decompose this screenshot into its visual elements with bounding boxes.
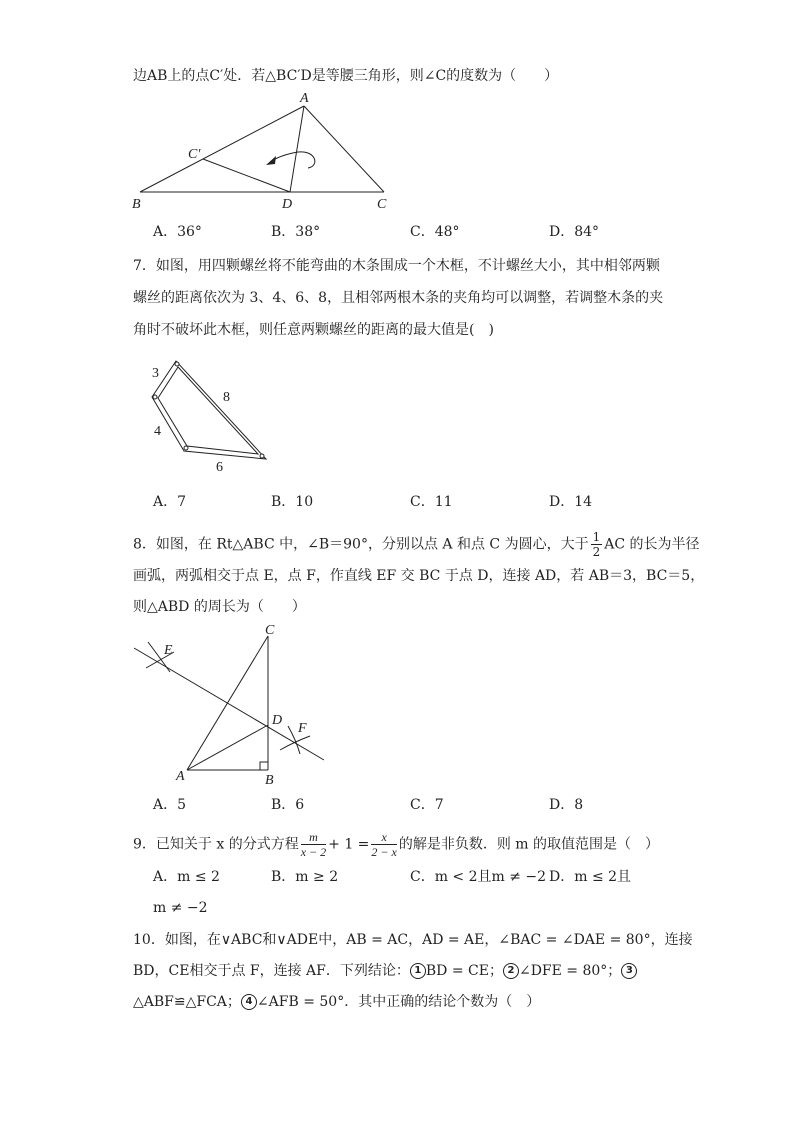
conclusion-1: BD = CE； [425, 963, 503, 979]
circled-number-2: 2 [503, 963, 519, 979]
q7-line-2: 螺丝的距离依次为 3、4、6、8，且相邻两根木条的夹角均可以调整，若调整木条的夹 [133, 290, 664, 306]
q9-option-a: A．m ≤ 2 [153, 869, 220, 885]
circled-number-3: 3 [621, 963, 637, 979]
label-A: A [176, 769, 185, 784]
screw-4 [260, 454, 264, 458]
segment-AB [140, 106, 304, 192]
label-B: B [132, 197, 141, 212]
q8-option-a: A．5 [153, 797, 187, 813]
q7-line-3: 角时不破坏此木框，则任意两颗螺丝的距离的最大值是( ) [133, 322, 494, 338]
fraction-2-numerator: x [371, 830, 396, 845]
q7-line-1: 7．如图，用四颗螺丝将不能弯曲的木条围成一个木框，不计螺丝大小，其中相邻两颗 [133, 258, 660, 274]
q10-line-2-a: BD，CE相交于点 F，连接 AF．下列结论： [133, 963, 410, 979]
q6-option-b: B．38° [271, 224, 321, 240]
q9-option-b: B．m ≥ 2 [271, 869, 339, 885]
q6-stem: 边AB上的点C′处．若△BC′D是等腰三角形，则∠C的度数为（ ） [133, 68, 559, 84]
frame-inner [158, 367, 258, 454]
q8-line-1 [133, 530, 700, 559]
right-angle-mark [260, 762, 268, 770]
fraction-denominator: 2 [592, 545, 601, 559]
fraction-2-denominator: 2 − x [371, 845, 397, 859]
side-label-3: 3 [152, 366, 159, 381]
rotation-arrow-icon [270, 152, 315, 168]
label-Cp: C′ [188, 147, 201, 162]
label-C: C [265, 623, 275, 638]
circled-number-1: 1 [410, 963, 426, 979]
q6-option-c: C．48° [410, 224, 460, 240]
side-label-6: 6 [216, 460, 223, 475]
q8-line-3: 则△ABD 的周长为（ ） [133, 599, 306, 615]
q10-line-3 [133, 992, 540, 1012]
fraction-numerator: 1 [592, 530, 601, 544]
conclusion-2: ∠DFE = 80°； [518, 963, 622, 979]
q10-line-1: 10．如图，在∨ABC和∨ADE中，AB = AC，AD = AE，∠BAC = ∠DAE = 80°，连接 [133, 932, 693, 948]
label-E: E [164, 643, 173, 658]
fraction-x-over-2-minus-x [371, 830, 396, 859]
q9-option-d-continued: m ≠ −2 [153, 900, 208, 916]
screw-1 [175, 362, 179, 366]
q7-option-a: A．7 [153, 494, 187, 510]
fraction-1-numerator: m [301, 830, 326, 845]
side-label-4: 4 [154, 424, 161, 439]
segment-AC [304, 106, 384, 192]
q9-option-d: D．m ≤ 2且 [549, 869, 632, 885]
fraction-m-over-x-minus-2 [301, 830, 326, 859]
half-fraction [591, 530, 603, 559]
label-A: A [300, 91, 309, 106]
q8-figure [130, 622, 330, 787]
q9-line-1-a: 9．已知关于 x 的分式方程 [133, 836, 299, 853]
q7-frame-figure [140, 355, 280, 475]
q8-line-2: 画弧，两弧相交于点 E，点 F，作直线 EF 交 BC 于点 D，连接 AD，若 AB＝3，BC＝5， [133, 568, 705, 584]
line-EF [134, 648, 324, 760]
q8-option-c: C．7 [410, 797, 444, 813]
plus-one-equals: + 1 = [328, 836, 370, 853]
conclusion-3: △ABF≌△FCA； [133, 994, 241, 1010]
side-label-8: 8 [223, 390, 230, 405]
label-F: F [298, 721, 307, 736]
q8-option-b: B．6 [271, 797, 305, 813]
label-D: D [272, 713, 283, 728]
q8-line-1-a: 8．如图，在 Rt△ABC 中，∠B＝90°，分别以点 A 和点 C 为圆心，大于 [133, 536, 589, 553]
q7-option-c: C．11 [410, 494, 453, 510]
q9-line-1-b: 的解是非负数．则 m 的取值范围是（ ） [398, 836, 660, 853]
screw-2 [153, 395, 157, 399]
q9-option-c: C．m < 2且m ≠ −2 [410, 869, 547, 885]
label-B: B [265, 773, 274, 788]
conclusion-4-and-prompt: ∠AFB = 50°．其中正确的结论个数为（ ） [256, 994, 541, 1010]
circled-number-4: 4 [241, 994, 257, 1010]
fraction-1-denominator: x − 2 [300, 845, 327, 859]
q6-option-d: D．84° [549, 224, 600, 240]
q7-option-b: B．10 [271, 494, 314, 510]
segment-AD [290, 106, 304, 192]
label-C: C [377, 197, 387, 212]
q6-option-a: A．36° [153, 224, 202, 240]
screw-3 [184, 446, 188, 450]
q8-option-d: D．8 [549, 797, 584, 813]
label-D: D [282, 197, 293, 212]
q6-figure [130, 88, 400, 218]
q9-line-1 [133, 830, 659, 859]
q7-option-d: D．14 [549, 494, 593, 510]
segment-CpD [203, 159, 290, 192]
q10-line-2 [133, 961, 637, 981]
q8-line-1-b: AC 的长为半径 [604, 536, 700, 553]
segment-AD [187, 725, 268, 770]
